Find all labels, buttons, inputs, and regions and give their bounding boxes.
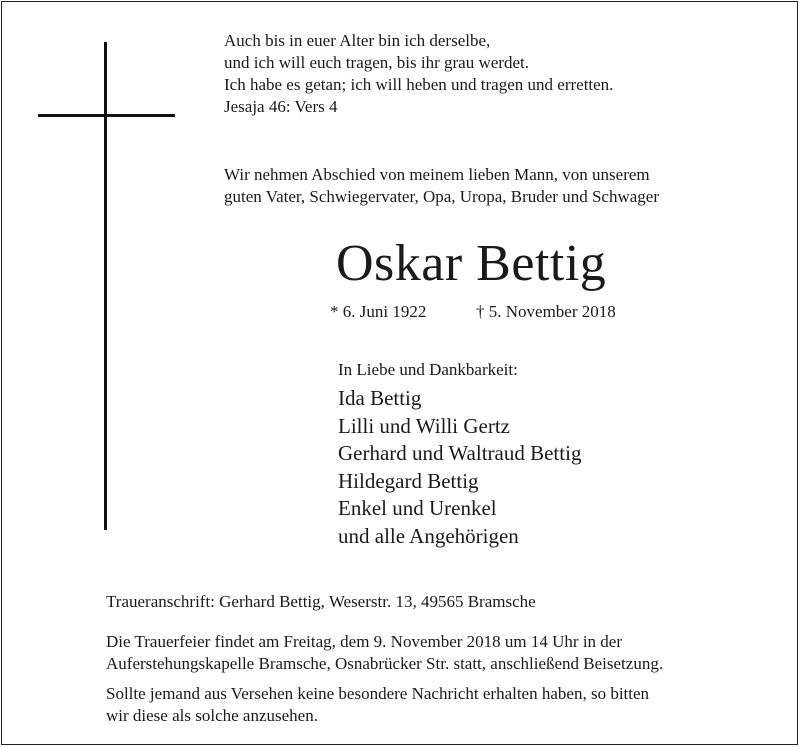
mourner-name: Ida Bettig — [338, 386, 422, 410]
mourner-name: Enkel und Urenkel — [338, 496, 497, 520]
verse-line: Auch bis in euer Alter bin ich derselbe, — [224, 31, 491, 50]
mourner-name: und alle Angehörigen — [338, 523, 519, 548]
death-date: † 5. November 2018 — [476, 302, 616, 321]
cross-horizontal-bar — [38, 114, 175, 117]
note-line: Sollte jemand aus Versehen keine besondere Nachricht erhalten haben, so bitten — [106, 684, 650, 703]
funeral-line: Auferstehungskapelle Bramsche, Osnabrücker Str. statt, anschließend Beisetzung. — [106, 654, 664, 673]
funeral-details — [106, 631, 663, 675]
mourners-list — [338, 385, 581, 550]
mourners-intro: In Liebe und Dankbarkeit: — [338, 360, 518, 379]
verse-line: und ich will euch tragen, bis ihr grau werdet. — [224, 53, 529, 72]
notification-note — [106, 683, 649, 727]
note-line: wir diese als solche anzusehen. — [106, 706, 318, 725]
verse-reference: Jesaja 46: Vers 4 — [224, 97, 338, 116]
deceased-name: Oskar Bettig — [336, 235, 607, 292]
farewell-line: guten Vater, Schwiegervater, Opa, Uropa, Bruder und Schwager — [224, 187, 659, 206]
mourner-name: Hildegard Bettig — [338, 468, 479, 493]
bible-verse — [224, 30, 613, 118]
verse-line: Ich habe es getan; ich will heben und tragen und erretten. — [224, 75, 614, 94]
birth-date: * 6. Juni 1922 — [330, 302, 427, 321]
farewell-line: Wir nehmen Abschied von meinem lieben Mann, von unserem — [224, 165, 650, 184]
funeral-line: Die Trauerfeier findet am Freitag, dem 9. November 2018 um 14 Uhr in der — [106, 632, 623, 651]
mourning-address: Traueranschrift: Gerhard Bettig, Weserstr. 13, 49565 Bramsche — [106, 592, 536, 611]
mourner-name: Gerhard und Waltraud Bettig — [338, 441, 582, 465]
farewell-statement — [224, 164, 659, 208]
mourner-name: Lilli und Willi Gertz — [338, 413, 510, 438]
